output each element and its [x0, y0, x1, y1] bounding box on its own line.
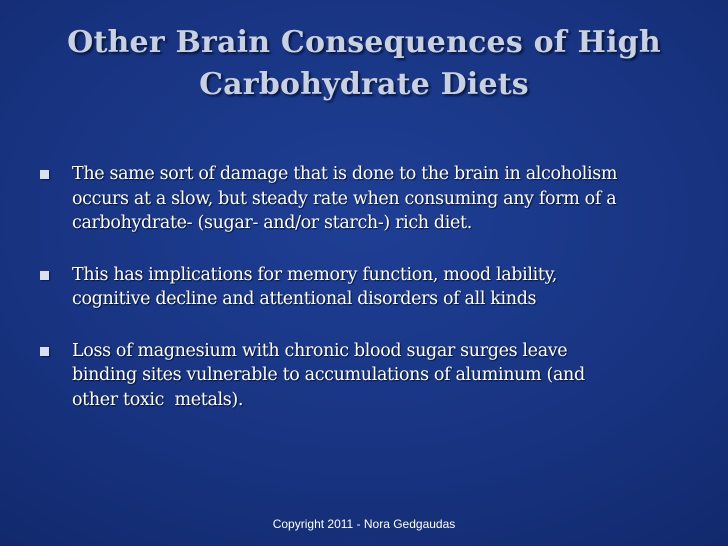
bullet-2-line-1: This has implications for memory function, mood lability,: [72, 264, 558, 285]
title-line-2: Carbohydrate Diets: [199, 67, 529, 102]
bullet-item-1: [38, 162, 708, 236]
copyright-footer: Copyright 2011 - Nora Gedgaudas: [272, 517, 456, 531]
square-bullet-icon: [40, 170, 49, 179]
square-bullet-icon: [40, 347, 49, 356]
slide-title: [20, 22, 708, 106]
bullet-3-line-2: binding sites vulnerable to accumulations of aluminum (and: [72, 365, 585, 385]
bullet-2-line-2: cognitive decline and attentional disorders of all kinds: [72, 289, 537, 309]
bullet-1-line-3: carbohydrate- (sugar- and/or starch-) rich diet.: [72, 213, 472, 233]
bullet-3-line-1: Loss of magnesium with chronic blood sugar surges leave: [72, 340, 568, 361]
bullet-3-line-3: other toxic metals).: [72, 389, 244, 410]
bullet-item-2: [38, 263, 708, 312]
bullet-1-line-1: The same sort of damage that is done to the brain in alcoholism: [72, 164, 618, 184]
bullet-item-3: [38, 339, 708, 413]
bullet-list: [38, 162, 708, 439]
title-line-1: Other Brain Consequences of High: [67, 25, 661, 60]
square-bullet-icon: [40, 271, 49, 280]
bullet-1-line-2: occurs at a slow, but steady rate when consuming any form of a: [72, 188, 617, 209]
